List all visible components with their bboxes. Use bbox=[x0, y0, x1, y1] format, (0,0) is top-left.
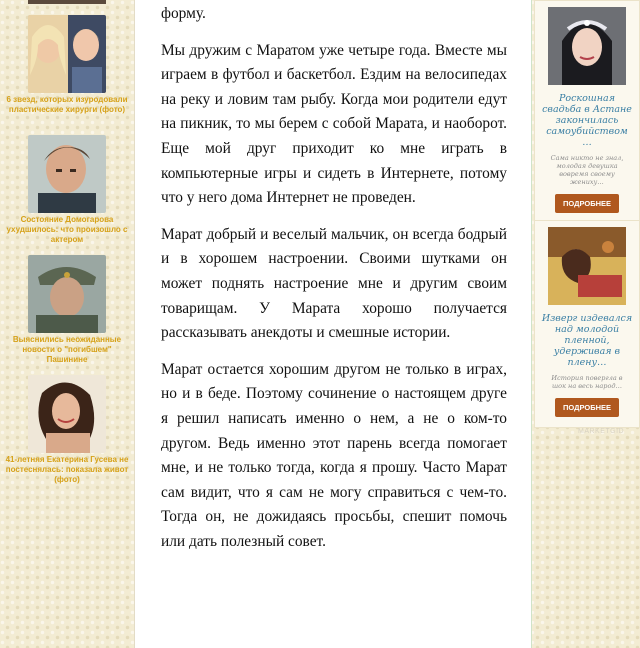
article-paragraph: Мы дружим с Маратом уже четыре года. Вместе мы играем в футбол и баскетбол. Ездим на велосипедах на реку и ловим там рыбу. Когда мои родители едут на пикник, то мы берем с собой Марата, и наоборот. Еще мой друг приходит ко мне играть в компьютерные игры и сидеть в Интернете, потому что у него дома Интернет не проведен. bbox=[161, 41, 507, 207]
article-content bbox=[134, 0, 532, 648]
previous-teaser-image-edge[interactable] bbox=[28, 0, 106, 4]
ad-captive[interactable] bbox=[534, 220, 640, 428]
ad-subtext: История повергла в шок на весь народ… bbox=[551, 374, 623, 390]
teaser-caption[interactable]: Состояние Домогарова ухудшилось: что произошло с актером bbox=[6, 215, 128, 244]
more-button[interactable]: ПОДРОБНЕЕ bbox=[555, 194, 619, 213]
teaser-caption[interactable]: 6 звезд, которых изуродовали пластические хирурги (фото) bbox=[6, 95, 128, 114]
article-paragraph: форму. bbox=[161, 5, 206, 22]
ad-subtext: Сама никто не знал, молодая девушка вовремя своему жениху… bbox=[550, 154, 624, 186]
photo-woman-sofa-icon[interactable] bbox=[548, 227, 626, 305]
photo-woman-icon[interactable] bbox=[28, 375, 106, 453]
ad-headline[interactable]: Роскошная свадьба в Астане закончилась самоубийством … bbox=[542, 93, 632, 148]
teaser-domogarov[interactable] bbox=[4, 135, 130, 245]
article-paragraph: Марат добрый и веселый мальчик, он всегда бодрый и в хорошем настроении. Своими шутками он может поднять настроение мне и другим своим товарищам. У Марата хорошо получается рассказывать анекдоты и смешные истории. bbox=[161, 225, 507, 342]
ad-headline[interactable]: Изверг издевался над молодой пленной, удерживая в плену… bbox=[541, 313, 633, 368]
article-paragraph: Марат остается хорошим другом не только в играх, но и в беде. Поэтому сочинение о настоящем друге я решил написать именно о нем, а не о ком-то другом. Ведь именно этот парень всегда помогает мне, и не только тогда, когда я прошу. Часто Марат сам видит, что я сам не могу справиться с чем-то. Тогда он, не дожидаясь просьбы, спешит помочь или дать полезный совет. bbox=[161, 360, 507, 550]
teaser-guseva[interactable] bbox=[4, 375, 130, 485]
teaser-pashinin[interactable] bbox=[4, 255, 130, 365]
right-ad-column bbox=[534, 0, 640, 640]
photo-pilot-icon[interactable] bbox=[28, 255, 106, 333]
teaser-plastic-surgery[interactable] bbox=[4, 15, 130, 115]
photo-bride-icon[interactable] bbox=[548, 7, 626, 85]
photo-actor-icon[interactable] bbox=[28, 135, 106, 213]
photo-two-women-icon[interactable] bbox=[28, 15, 106, 93]
left-teaser-column bbox=[0, 0, 134, 640]
more-button[interactable]: ПОДРОБНЕЕ bbox=[555, 398, 619, 417]
teaser-caption[interactable]: 41-летняя Екатерина Гусева не постеснялась: показала живот (фото) bbox=[5, 455, 129, 484]
teaser-caption[interactable]: Выяснились неожиданные новости о "погибшем" Пашинине bbox=[12, 335, 122, 364]
ad-wedding[interactable] bbox=[534, 0, 640, 224]
ad-network-brand[interactable]: MARKETGID bbox=[578, 428, 625, 435]
